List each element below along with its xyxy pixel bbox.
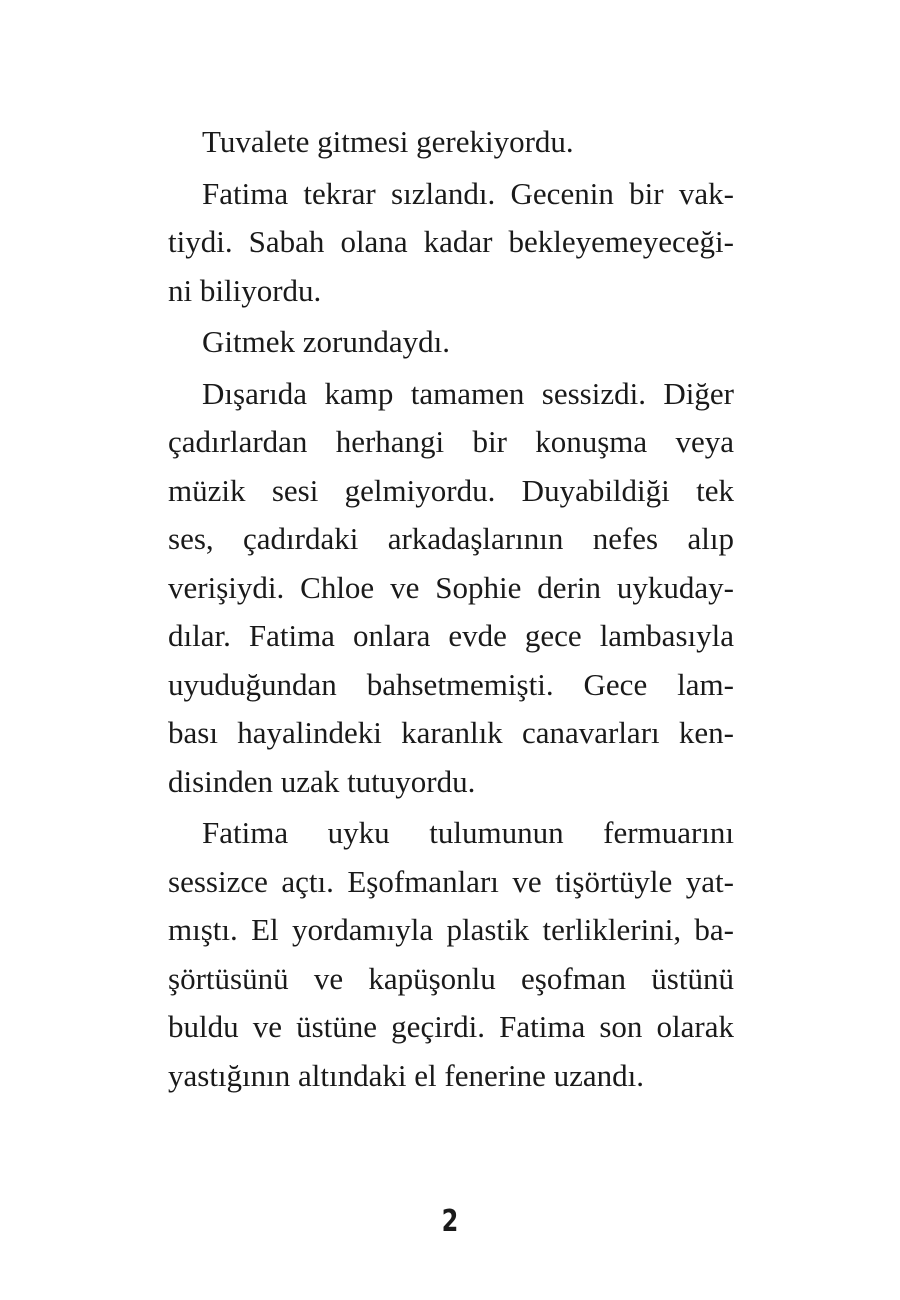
text-line: Tuvalete gitmesi gerekiyordu. (202, 124, 574, 159)
text-line: sessizce açtı. Eşofmanları ve tişörtüyle yat- (168, 863, 734, 899)
text-line: Fatima uyku tulumunun fermuarını (202, 815, 734, 850)
text-line: disinden uzak tutuyordu. (168, 763, 476, 799)
text-line: bası hayalindeki karanlık canavarları ken- (168, 715, 734, 750)
text-line: yastığının altındaki el fenerine uzandı. (168, 1057, 645, 1093)
text-line: Fatima tekrar sızlandı. Gecenin bir vak- (202, 175, 734, 211)
text-line: müzik sesi gelmiyordu. Duyabildiği tek (168, 472, 734, 508)
text-line: ses, çadırdaki arkadaşlarının nefes alıp (168, 521, 734, 556)
text-line: mıştı. El yordamıyla plastik terliklerini, ba- (168, 912, 734, 947)
text-line: buldu ve üstüne geçirdi. Fatima son olarak (168, 1009, 734, 1044)
text-line: şörtüsünü ve kapüşonlu eşofman üstünü (168, 960, 734, 996)
body-text (168, 118, 734, 1100)
text-line: ni biliyordu. (168, 272, 322, 308)
text-line: Dışarıda kamp tamamen sessizdi. Diğer (202, 375, 734, 411)
text-line: tiydi. Sabah olana kadar bekleyemeyeceği- (168, 224, 734, 259)
text-line: Gitmek zorundaydı. (202, 324, 450, 359)
text-line: çadırlardan herhangi bir konuşma veya (168, 424, 734, 459)
text-line: verişiydi. Chloe ve Sophie derin uykuday- (168, 569, 734, 605)
page-number: 2 (441, 1204, 459, 1239)
text-line: dılar. Fatima onlara evde gece lambasıyla (168, 618, 734, 653)
text-line: uyuduğundan bahsetmemişti. Gece lam- (168, 666, 734, 702)
